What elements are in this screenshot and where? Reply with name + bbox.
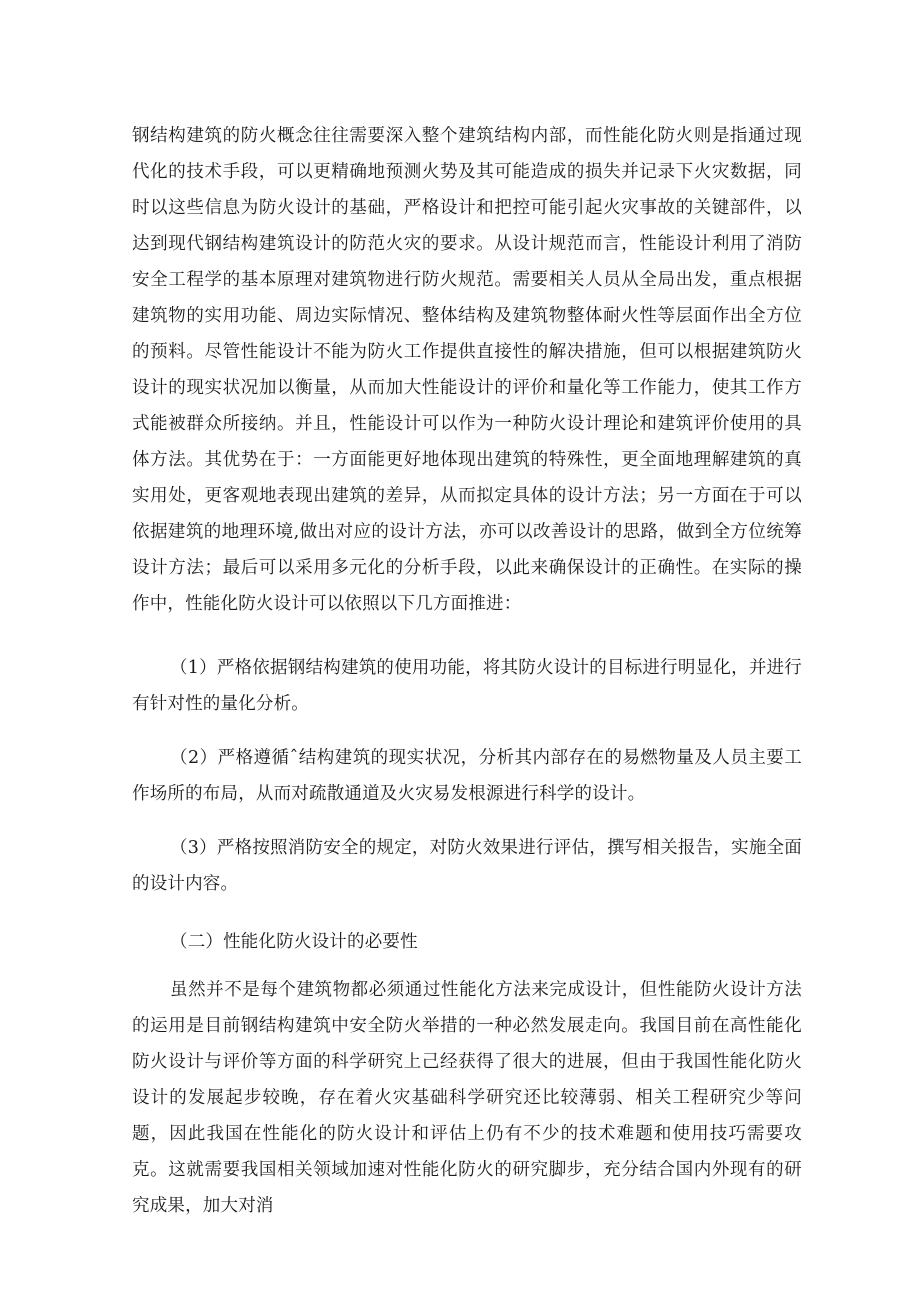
body-paragraph-necessity: 虽然并不是每个建筑物都必须通过性能化方法来完成设计，但性能防火设计方法的运用是目前钢结构建筑中安全防火举措的一种必然发展走向。我国目前在高性能化防火设计与评价等方面的科学研究上己经获得了很大的进展，但由于我国性能化防火设计的发展起步较晚，存在着火灾基础科学研究还比较薄弱、相关工程研究少等问题，因此我国在性能化的防火设计和评估上仍有不少的技术难题和使用技巧需要攻克。这就需要我国相关领域加速对性能化防火的研究脚步，充分结合国内外现有的研究成果，加大对消	[132, 980, 802, 1216]
body-paragraph-performance-design: 钢结构建筑的防火概念往往需要深入整个建筑结构内部，而性能化防火则是指通过现代化的技术手段，可以更精确地预测火势及其可能造成的损失并记录下火灾数据，同时以这些信息为防火设计的基础，严格设计和把控可能引起火灾事故的关键部件，以达到现代钢结构建筑设计的防范火灾的要求。从设计规范而言，性能设计利用了消防安全工程学的基本原理对建筑物进行防火规范。需要相关人员从全局出发，重点根据建筑物的实用功能、周边实际情况、整体结构及建筑物整体耐火性等层面作出全方位的预料。尽管性能设计不能为防火工作提供直接性的解决措施，但可以根据建筑防火设计的现实状况加以衡量，从而加大性能设计的评价和量化等工作能力，使其工作方式能被群众所接纳。并且，性能设计可以作为一种防火设计理论和建筑评价使用的具体方法。其优势在于：一方面能更好地体现出建筑的特殊性，更全面地理解建筑的真实用处，更客观地表现出建筑的差异，从而拟定具体的设计方法；另一方面在于可以依据建筑的地理环境,做出对应的设计方法，亦可以改善设计的思路，做到全方位统筹设计方法；最后可以采用多元化的分析手段，以此来确保设计的正确性。在实际的操作中，性能化防火设计可以依照以下几方面推进：	[132, 126, 802, 614]
list-item-3: （3）严格按照消防安全的规定，对防火效果进行评估，撰写相关报告，实施全面的设计内容。	[132, 838, 802, 894]
list-item-2: （2）严格遵循ˆ结构建筑的现实状况，分析其内部存在的易燃物量及人员主要工作场所的布局，从而对疏散通道及火灾易发根源进行科学的设计。	[132, 748, 802, 804]
list-item-1: （1）严格依据钢结构建筑的使用功能，将其防火设计的目标进行明显化，并进行有针对性的量化分析。	[132, 658, 802, 714]
section-heading: （二）性能化防火设计的必要性	[170, 932, 418, 952]
